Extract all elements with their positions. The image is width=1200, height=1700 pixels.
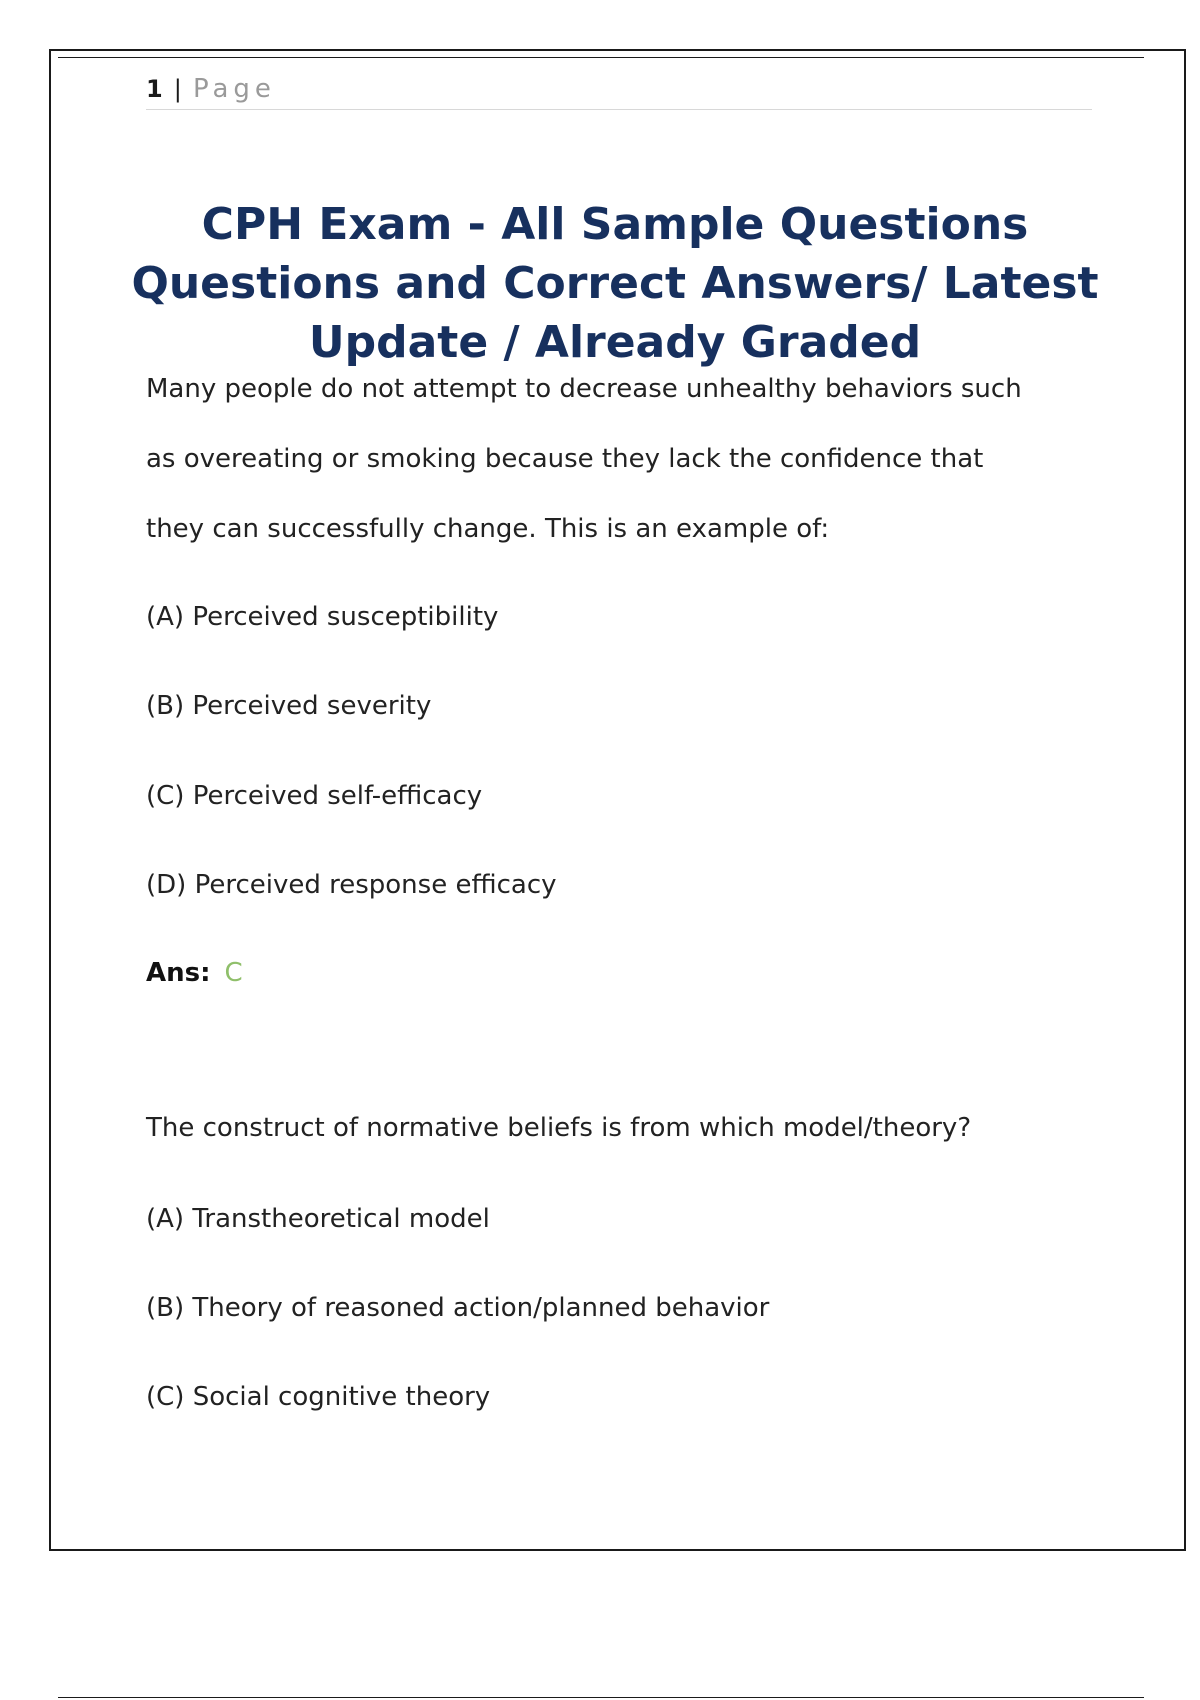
title-line-2: Questions and Correct Answers/ Latest bbox=[131, 258, 1099, 309]
question1-option-c: (C) Perceived self-efficacy bbox=[146, 781, 483, 811]
answer-label: Ans: bbox=[146, 958, 211, 988]
question2-option-a: (A) Transtheoretical model bbox=[146, 1204, 490, 1234]
question1-option-a: (A) Perceived susceptibility bbox=[146, 602, 499, 632]
question1-stem-line3: they can successfully change. This is an example of: bbox=[146, 514, 830, 544]
page-header bbox=[146, 74, 1092, 110]
question2-option-b: (B) Theory of reasoned action/planned behavior bbox=[146, 1293, 770, 1323]
question1-stem-line1: Many people do not attempt to decrease unhealthy behaviors such bbox=[146, 374, 1022, 404]
question2-stem: The construct of normative beliefs is from which model/theory? bbox=[146, 1113, 972, 1143]
question1-option-b: (B) Perceived severity bbox=[146, 691, 432, 721]
question1-stem-line2: as overeating or smoking because they lack the confidence that bbox=[146, 444, 984, 474]
next-page-top-rule bbox=[58, 1697, 1144, 1698]
question1-option-d: (D) Perceived response efficacy bbox=[146, 870, 557, 900]
title-line-3: Update / Already Graded bbox=[308, 317, 922, 368]
page-label: Page bbox=[192, 74, 276, 104]
title-line-1: CPH Exam - All Sample Questions bbox=[201, 199, 1029, 250]
page-separator: | bbox=[173, 75, 182, 103]
question1-answer bbox=[146, 958, 243, 988]
document-title bbox=[130, 195, 1100, 372]
question2-option-c: (C) Social cognitive theory bbox=[146, 1382, 491, 1412]
page-number: 1 bbox=[146, 75, 163, 103]
answer-value: C bbox=[224, 958, 243, 988]
